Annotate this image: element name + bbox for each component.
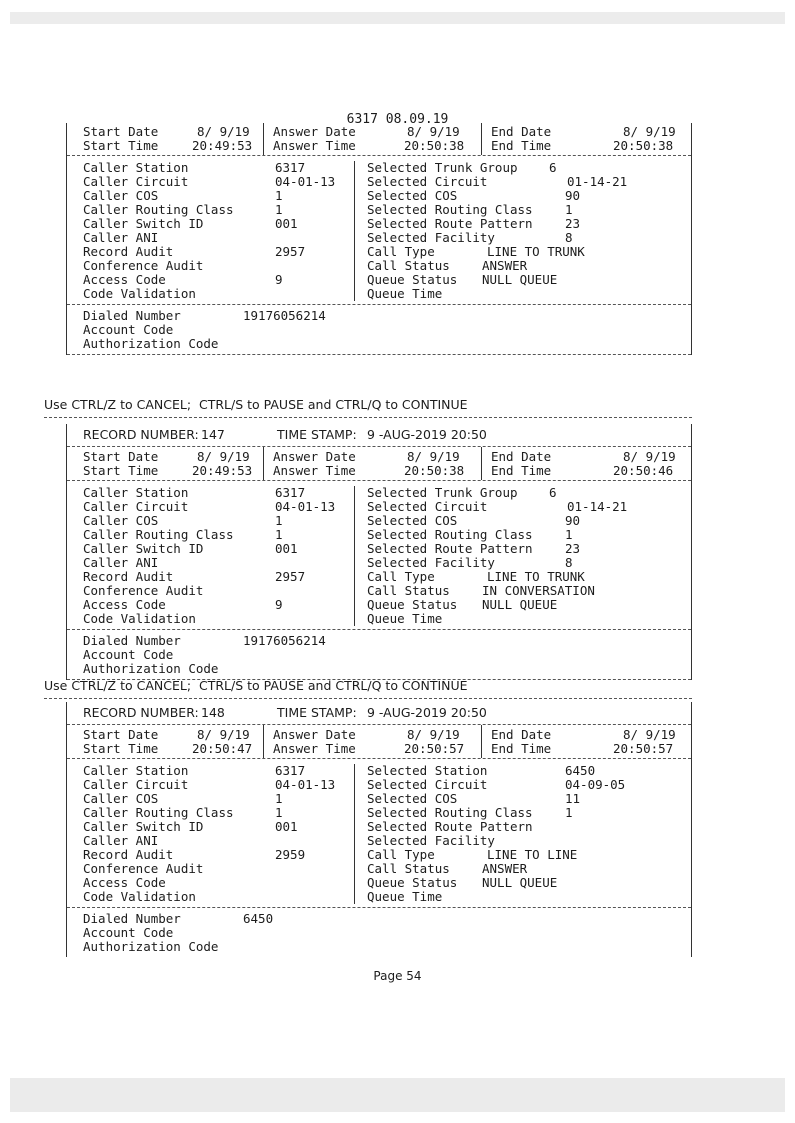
call-type-value: LINE TO LINE	[487, 847, 578, 862]
caller-cos-label: Caller COS	[83, 791, 159, 806]
date-section	[67, 123, 691, 155]
caller-switch-id-value: 001	[275, 541, 298, 556]
authorization-code-label: Authorization Code	[83, 336, 219, 351]
caller-station-label: Caller Station	[83, 485, 189, 500]
record-number-value: 148	[201, 705, 225, 720]
account-code-label: Account Code	[83, 322, 174, 337]
call-record-148	[66, 702, 692, 957]
selected-facility-value: 8	[565, 230, 573, 245]
start-time-value: 20:50:47	[192, 741, 253, 756]
selected-routing-class-label: Selected Routing Class	[367, 202, 533, 217]
record-audit-label: Record Audit	[83, 569, 174, 584]
dial-section	[67, 304, 691, 355]
scan-edge-bottom	[10, 1078, 785, 1112]
record-number-label: RECORD NUMBER:	[83, 427, 199, 442]
scan-edge-top	[10, 12, 785, 24]
caller-circuit-label: Caller Circuit	[83, 499, 189, 514]
caller-section	[67, 480, 691, 629]
account-code-label: Account Code	[83, 925, 174, 940]
conference-audit-label: Conference Audit	[83, 258, 204, 273]
queue-time-label: Queue Time	[367, 286, 443, 301]
queue-status-value: NULL QUEUE	[482, 272, 558, 287]
caller-routing-class-label: Caller Routing Class	[83, 805, 234, 820]
caller-routing-class-value: 1	[275, 805, 283, 820]
selected-trunk-group-label: Selected Trunk Group	[367, 160, 518, 175]
selected-routing-class-label: Selected Routing Class	[367, 805, 533, 820]
call-status-value: ANSWER	[482, 861, 528, 876]
answer-date-label: Answer Date	[273, 727, 356, 742]
conference-audit-label: Conference Audit	[83, 583, 204, 598]
date-section	[67, 724, 691, 758]
record-audit-label: Record Audit	[83, 847, 174, 862]
authorization-code-label: Authorization Code	[83, 661, 219, 676]
end-time-label: End Time	[491, 741, 552, 756]
dialed-number-value: 19176056214	[243, 308, 326, 323]
code-validation-label: Code Validation	[83, 286, 196, 301]
end-time-label: End Time	[491, 138, 552, 153]
answer-time-label: Answer Time	[273, 463, 356, 478]
start-date-label: Start Date	[83, 124, 159, 139]
call-type-value: LINE TO TRUNK	[487, 244, 585, 259]
caller-cos-label: Caller COS	[83, 513, 159, 528]
start-time-label: Start Time	[83, 741, 159, 756]
caller-station-value: 6317	[275, 763, 306, 778]
access-code-value: 9	[275, 272, 283, 287]
caller-ani-label: Caller ANI	[83, 833, 159, 848]
end-date-label: End Date	[491, 449, 552, 464]
caller-cos-label: Caller COS	[83, 188, 159, 203]
selected-routing-class-value: 1	[565, 202, 573, 217]
selected-circuit-label: Selected Circuit	[367, 174, 488, 189]
end-date-value: 8/ 9/19	[623, 124, 676, 139]
separator	[44, 417, 692, 418]
call-record-147	[66, 424, 692, 680]
record-audit-value: 2957	[275, 569, 306, 584]
caller-circuit-value: 04-01-13	[275, 499, 336, 514]
queue-status-label: Queue Status	[367, 875, 458, 890]
record-number-value: 147	[201, 427, 225, 442]
queue-time-label: Queue Time	[367, 611, 443, 626]
end-time-value: 20:50:57	[613, 741, 674, 756]
record-audit-value: 2959	[275, 847, 306, 862]
selected-route-pattern-value: 23	[565, 541, 581, 556]
selected-trunk-group-value: 6	[549, 160, 557, 175]
caller-circuit-label: Caller Circuit	[83, 777, 189, 792]
caller-switch-id-value: 001	[275, 819, 298, 834]
caller-ani-label: Caller ANI	[83, 555, 159, 570]
selected-routing-class-label: Selected Routing Class	[367, 527, 533, 542]
call-status-label: Call Status	[367, 583, 450, 598]
call-type-value: LINE TO TRUNK	[487, 569, 585, 584]
access-code-label: Access Code	[83, 875, 166, 890]
caller-circuit-value: 04-01-13	[275, 174, 336, 189]
start-time-label: Start Time	[83, 463, 159, 478]
caller-station-value: 6317	[275, 485, 306, 500]
caller-cos-value: 1	[275, 791, 283, 806]
caller-routing-class-label: Caller Routing Class	[83, 202, 234, 217]
selected-route-pattern-label: Selected Route Pattern	[367, 216, 533, 231]
time-stamp-label: TIME STAMP:	[277, 427, 357, 442]
selected-cos-label: Selected COS	[367, 188, 458, 203]
call-type-label: Call Type	[367, 847, 435, 862]
caller-switch-id-label: Caller Switch ID	[83, 819, 204, 834]
caller-cos-value: 1	[275, 513, 283, 528]
start-date-label: Start Date	[83, 727, 159, 742]
end-date-label: End Date	[491, 727, 552, 742]
access-code-label: Access Code	[83, 272, 166, 287]
record-audit-value: 2957	[275, 244, 306, 259]
start-time-label: Start Time	[83, 138, 159, 153]
record-audit-label: Record Audit	[83, 244, 174, 259]
start-time-value: 20:49:53	[192, 463, 253, 478]
selected-facility-value: 8	[565, 555, 573, 570]
start-date-label: Start Date	[83, 449, 159, 464]
dial-section	[67, 629, 691, 680]
end-time-label: End Time	[491, 463, 552, 478]
answer-date-label: Answer Date	[273, 124, 356, 139]
caller-section	[67, 155, 691, 304]
record-number-label: RECORD NUMBER:	[83, 705, 199, 720]
answer-date-value: 8/ 9/19	[407, 727, 460, 742]
queue-time-label: Queue Time	[367, 889, 443, 904]
caller-circuit-value: 04-01-13	[275, 777, 336, 792]
dialed-number-value: 6450	[243, 911, 274, 926]
queue-status-value: NULL QUEUE	[482, 597, 558, 612]
caller-routing-class-value: 1	[275, 527, 283, 542]
caller-switch-id-label: Caller Switch ID	[83, 216, 204, 231]
access-code-value: 9	[275, 597, 283, 612]
selected-station-label: Selected Station	[367, 763, 488, 778]
page-title: 6317 08.09.19	[346, 112, 449, 127]
code-validation-label: Code Validation	[83, 889, 196, 904]
time-stamp-value: 9 -AUG-2019 20:50	[367, 705, 487, 720]
start-date-value: 8/ 9/19	[197, 449, 250, 464]
time-stamp-label: TIME STAMP:	[277, 705, 357, 720]
call-type-label: Call Type	[367, 244, 435, 259]
call-status-value: IN CONVERSATION	[482, 583, 595, 598]
dialed-number-value: 19176056214	[243, 633, 326, 648]
end-date-value: 8/ 9/19	[623, 727, 676, 742]
caller-circuit-label: Caller Circuit	[83, 174, 189, 189]
selected-trunk-group-value: 6	[549, 485, 557, 500]
account-code-label: Account Code	[83, 647, 174, 662]
record-header	[67, 424, 691, 446]
answer-date-value: 8/ 9/19	[407, 449, 460, 464]
call-record-1	[66, 123, 692, 355]
selected-cos-value: 11	[565, 791, 581, 806]
answer-time-value: 20:50:38	[404, 463, 465, 478]
page-number: Page 54	[373, 969, 422, 983]
record-header	[67, 702, 691, 724]
selected-route-pattern-value: 23	[565, 216, 581, 231]
selected-facility-label: Selected Facility	[367, 833, 495, 848]
caller-cos-value: 1	[275, 188, 283, 203]
caller-ani-label: Caller ANI	[83, 230, 159, 245]
start-date-value: 8/ 9/19	[197, 727, 250, 742]
caller-routing-class-value: 1	[275, 202, 283, 217]
dial-section	[67, 907, 691, 957]
caller-switch-id-label: Caller Switch ID	[83, 541, 204, 556]
answer-date-value: 8/ 9/19	[407, 124, 460, 139]
end-time-value: 20:50:46	[613, 463, 674, 478]
selected-cos-label: Selected COS	[367, 513, 458, 528]
caller-section	[67, 758, 691, 907]
code-validation-label: Code Validation	[83, 611, 196, 626]
selected-circuit-label: Selected Circuit	[367, 777, 488, 792]
selected-cos-value: 90	[565, 188, 581, 203]
selected-trunk-group-label: Selected Trunk Group	[367, 485, 518, 500]
caller-station-label: Caller Station	[83, 763, 189, 778]
authorization-code-label: Authorization Code	[83, 939, 219, 954]
selected-route-pattern-label: Selected Route Pattern	[367, 541, 533, 556]
selected-circuit-label: Selected Circuit	[367, 499, 488, 514]
end-date-value: 8/ 9/19	[623, 449, 676, 464]
call-status-label: Call Status	[367, 258, 450, 273]
answer-time-label: Answer Time	[273, 741, 356, 756]
selected-cos-label: Selected COS	[367, 791, 458, 806]
start-date-value: 8/ 9/19	[197, 124, 250, 139]
end-date-label: End Date	[491, 124, 552, 139]
dialed-number-label: Dialed Number	[83, 633, 181, 648]
selected-circuit-value: 01-14-21	[567, 499, 628, 514]
conference-audit-label: Conference Audit	[83, 861, 204, 876]
call-status-value: ANSWER	[482, 258, 528, 273]
queue-status-value: NULL QUEUE	[482, 875, 558, 890]
call-type-label: Call Type	[367, 569, 435, 584]
dialed-number-label: Dialed Number	[83, 308, 181, 323]
dialed-number-label: Dialed Number	[83, 911, 181, 926]
separator	[44, 698, 692, 699]
access-code-label: Access Code	[83, 597, 166, 612]
selected-routing-class-value: 1	[565, 527, 573, 542]
selected-facility-label: Selected Facility	[367, 230, 495, 245]
caller-routing-class-label: Caller Routing Class	[83, 527, 234, 542]
answer-time-value: 20:50:57	[404, 741, 465, 756]
selected-cos-value: 90	[565, 513, 581, 528]
answer-time-label: Answer Time	[273, 138, 356, 153]
start-time-value: 20:49:53	[192, 138, 253, 153]
selected-circuit-value: 04-09-05	[565, 777, 626, 792]
caller-station-label: Caller Station	[83, 160, 189, 175]
selected-route-pattern-label: Selected Route Pattern	[367, 819, 533, 834]
caller-switch-id-value: 001	[275, 216, 298, 231]
caller-station-value: 6317	[275, 160, 306, 175]
date-section	[67, 446, 691, 480]
selected-routing-class-value: 1	[565, 805, 573, 820]
time-stamp-value: 9 -AUG-2019 20:50	[367, 427, 487, 442]
selected-facility-label: Selected Facility	[367, 555, 495, 570]
terminal-prompt: Use CTRL/Z to CANCEL; CTRL/S to PAUSE and CTRL/Q to CONTINUE	[44, 397, 468, 412]
answer-time-value: 20:50:38	[404, 138, 465, 153]
selected-circuit-value: 01-14-21	[567, 174, 628, 189]
queue-status-label: Queue Status	[367, 597, 458, 612]
end-time-value: 20:50:38	[613, 138, 674, 153]
queue-status-label: Queue Status	[367, 272, 458, 287]
terminal-prompt: Use CTRL/Z to CANCEL; CTRL/S to PAUSE and CTRL/Q to CONTINUE	[44, 678, 468, 693]
call-status-label: Call Status	[367, 861, 450, 876]
selected-station-value: 6450	[565, 763, 596, 778]
answer-date-label: Answer Date	[273, 449, 356, 464]
